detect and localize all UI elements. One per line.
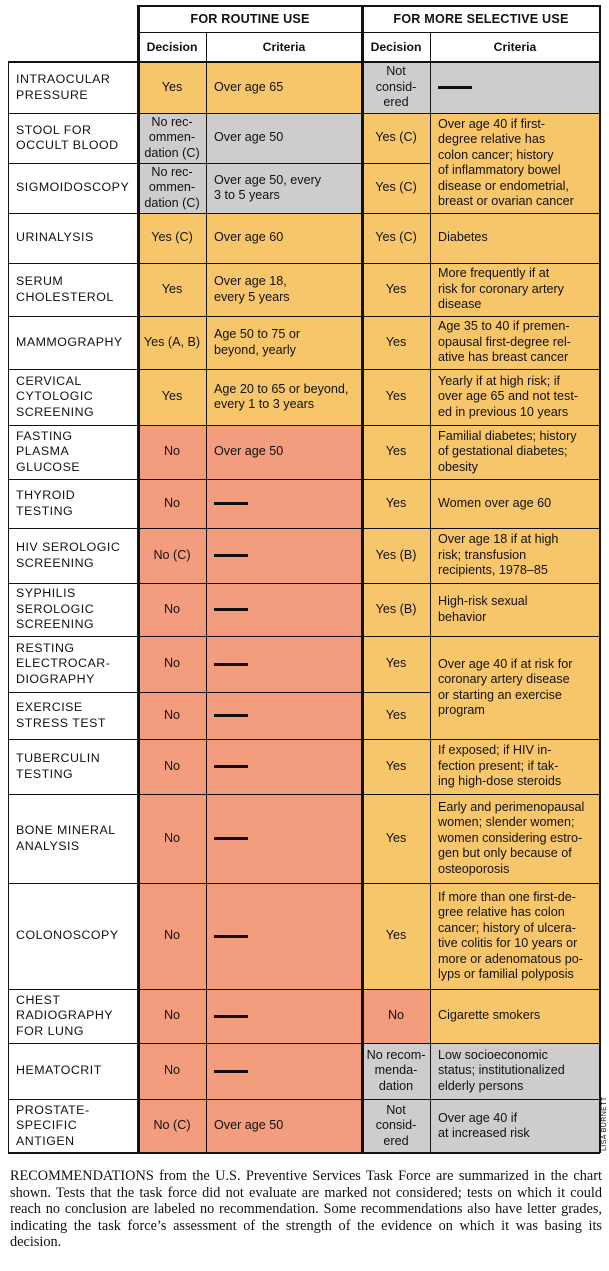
selective-criteria [430, 425, 600, 479]
routine-decision-text: Yes (A, B) [143, 334, 201, 349]
header-selective-use [362, 6, 600, 33]
routine-decision-text: No [163, 495, 181, 510]
test-name [8, 739, 138, 794]
routine-criteria [206, 1099, 362, 1153]
artist-credit: LISA BURNETT [601, 1096, 608, 1151]
not-applicable-dash [214, 502, 248, 505]
routine-decision-text: No rec- ommen- dation (C) [144, 114, 200, 160]
routine-criteria [206, 636, 362, 692]
routine-decision [138, 692, 206, 739]
test-name [8, 425, 138, 479]
test-name-text: HIV SEROLOGIC SCREENING [16, 540, 121, 570]
test-name-text: URINALYSIS [16, 230, 94, 245]
selective-criteria-text: Familial diabetes; history of gestational diabetes; obesity [438, 428, 577, 474]
row-separator [430, 636, 600, 637]
routine-decision [138, 479, 206, 528]
row-separator [430, 316, 600, 317]
selective-criteria-text: Diabetes [438, 230, 488, 245]
test-name [8, 316, 138, 369]
row-separator [8, 213, 430, 214]
selective-criteria [430, 528, 600, 583]
selective-decision [362, 113, 430, 163]
selective-criteria-text: Over age 40 if at risk for coronary artery disease or starting an exercise program [438, 656, 573, 717]
selective-criteria-text: Over age 18 if at high risk; transfusion recipients, 1978–85 [438, 532, 559, 578]
routine-decision [138, 583, 206, 636]
selective-criteria-text: Women over age 60 [438, 495, 552, 510]
test-name [8, 883, 138, 989]
row-separator [8, 528, 430, 529]
not-applicable-dash [214, 714, 248, 717]
selective-criteria-text: If exposed; if HIV in- fection present; if tak- ing high-dose steroids [438, 743, 562, 789]
not-applicable-dash [214, 554, 248, 557]
test-name-text: HEMATOCRIT [16, 1063, 102, 1078]
selective-decision-text: Yes [385, 928, 407, 943]
body-bottom-rule [8, 1152, 600, 1154]
selective-criteria [430, 62, 600, 113]
subheader-routine-decision [138, 33, 206, 62]
test-name-text: MAMMOGRAPHY [16, 334, 123, 349]
not-applicable-dash [214, 837, 248, 840]
routine-decision [138, 1043, 206, 1099]
selective-decision-text: No recom- menda- dation [366, 1047, 426, 1093]
row-separator [430, 583, 600, 584]
routine-criteria [206, 163, 362, 213]
routine-decision [138, 213, 206, 263]
header-routine-use-text: FOR ROUTINE USE [190, 11, 310, 26]
selective-decision-text: Yes [385, 656, 407, 671]
test-name [8, 62, 138, 113]
selective-decision [362, 425, 430, 479]
not-applicable-dash [214, 608, 248, 611]
routine-decision-text: No rec- ommen- dation (C) [144, 164, 200, 210]
row-separator [8, 316, 430, 317]
routine-decision [138, 989, 206, 1043]
routine-decision [138, 263, 206, 316]
routine-decision-text: Yes (C) [151, 230, 193, 245]
row-separator [8, 692, 430, 693]
test-name-text: STOOL FOR OCCULT BLOOD [16, 122, 119, 152]
routine-criteria-text: Over age 50 [214, 1118, 284, 1133]
test-name-text: PROSTATE- SPECIFIC ANTIGEN [16, 1102, 90, 1148]
selective-left-rule [361, 5, 364, 1153]
row-separator [430, 794, 600, 795]
routine-inner-rule [206, 33, 207, 1153]
test-name-text: BONE MINERAL ANALYSIS [16, 823, 116, 853]
routine-decision [138, 369, 206, 425]
selective-decision-text: Yes [385, 758, 407, 773]
routine-decision [138, 794, 206, 883]
selective-decision-text: Yes [385, 334, 407, 349]
test-name-text: RESTING ELECTROCAR- DIOGRAPHY [16, 640, 111, 686]
test-name [8, 479, 138, 528]
routine-decision-text: No [163, 707, 181, 722]
routine-decision [138, 316, 206, 369]
selective-criteria-text: Early and perimenopausal women; slender women; women considering estro- gen but only because of osteoporosis [438, 799, 585, 876]
subheader-selective-criteria-text: Criteria [493, 39, 537, 54]
row-separator [8, 1099, 430, 1100]
test-name-text: TUBERCULIN TESTING [16, 751, 101, 781]
test-name [8, 163, 138, 213]
routine-criteria-text: Over age 60 [214, 230, 284, 245]
not-applicable-dash [214, 663, 248, 666]
routine-criteria [206, 692, 362, 739]
routine-criteria [206, 316, 362, 369]
test-name-text: FASTING PLASMA GLUCOSE [16, 428, 81, 474]
selective-criteria-text: Age 35 to 40 if premen- opausal first-degree rel- ative has breast cancer [438, 319, 571, 365]
routine-criteria-text: Over age 65 [214, 79, 284, 94]
selective-decision-text: Yes [385, 281, 407, 296]
test-name [8, 1043, 138, 1099]
routine-decision-text: Yes [161, 389, 183, 404]
routine-decision [138, 163, 206, 213]
row-separator [430, 425, 600, 426]
selective-criteria [430, 794, 600, 883]
routine-decision [138, 1099, 206, 1153]
test-name-text: COLONOSCOPY [16, 928, 119, 943]
routine-decision [138, 883, 206, 989]
selective-criteria [430, 263, 600, 316]
selective-criteria [430, 369, 600, 425]
selective-decision [362, 479, 430, 528]
routine-decision-text: Yes [161, 79, 183, 94]
selective-decision [362, 316, 430, 369]
selective-criteria [430, 1043, 600, 1099]
selective-criteria-text: More frequently if at risk for coronary artery disease [438, 266, 564, 312]
selective-decision [362, 1099, 430, 1153]
selective-decision-text: Yes (C) [375, 230, 417, 245]
subheader-routine-criteria [206, 33, 362, 62]
routine-decision [138, 425, 206, 479]
routine-decision-text: No [163, 1008, 181, 1023]
routine-criteria [206, 794, 362, 883]
routine-criteria [206, 369, 362, 425]
subheader-routine-decision-text: Decision [146, 39, 198, 54]
subheader-selective-decision [362, 33, 430, 62]
routine-criteria-text: Age 20 to 65 or beyond, every 1 to 3 years [214, 381, 349, 411]
routine-decision-text: No (C) [153, 1118, 191, 1133]
test-name [8, 369, 138, 425]
row-separator [8, 636, 430, 637]
selective-decision-text: No [387, 1008, 405, 1023]
routine-left-rule [137, 5, 140, 1153]
selective-decision [362, 692, 430, 739]
routine-decision-text: Yes [161, 281, 183, 296]
test-name [8, 213, 138, 263]
not-applicable-dash [214, 1070, 248, 1073]
header-selective-use-text: FOR MORE SELECTIVE USE [393, 11, 569, 26]
row-separator [430, 1043, 600, 1044]
routine-decision-text: No [163, 601, 181, 616]
selective-criteria [430, 1099, 600, 1153]
routine-criteria [206, 263, 362, 316]
selective-criteria-text: Over age 40 if at increased risk [438, 1110, 530, 1140]
selective-decision-text: Yes [385, 444, 407, 459]
routine-criteria [206, 883, 362, 989]
selective-decision [362, 528, 430, 583]
selective-criteria-text: If more than one first-de- gree relative has colon cancer; history of ulcera- tive colitis for 10 years or more or adenomatous po- lyps or familial polyposis [438, 889, 583, 981]
test-name [8, 794, 138, 883]
selective-criteria [430, 479, 600, 528]
routine-decision-text: No [163, 656, 181, 671]
test-name-text: SYPHILIS SEROLOGIC SCREENING [16, 586, 95, 632]
routine-criteria [206, 479, 362, 528]
test-name-text: SERUM CHOLESTEROL [16, 274, 114, 304]
row-separator [430, 213, 600, 214]
subheader-routine-criteria-text: Criteria [262, 39, 306, 54]
routine-decision-text: No [163, 444, 181, 459]
selective-decision [362, 989, 430, 1043]
routine-criteria [206, 1043, 362, 1099]
routine-criteria [206, 583, 362, 636]
routine-criteria [206, 62, 362, 113]
routine-decision-text: No [163, 830, 181, 845]
test-name [8, 113, 138, 163]
selective-decision-text: Yes [385, 830, 407, 845]
routine-criteria [206, 213, 362, 263]
selective-criteria [430, 883, 600, 989]
row-separator [430, 528, 600, 529]
right-rule [599, 5, 601, 1153]
routine-decision-text: No [163, 758, 181, 773]
test-name [8, 528, 138, 583]
routine-criteria-text: Over age 50, every 3 to 5 years [214, 172, 322, 202]
row-separator [8, 583, 430, 584]
row-separator [8, 369, 430, 370]
routine-decision [138, 636, 206, 692]
selective-decision [362, 739, 430, 794]
routine-decision [138, 62, 206, 113]
table-top-rule [138, 5, 600, 7]
test-name-text: CERVICAL CYTOLOGIC SCREENING [16, 373, 95, 419]
selective-criteria-text: Over age 40 if first- degree relative has colon cancer; history of inflammatory bowel disease or endometrial, breast or ovarian cancer [438, 116, 574, 208]
routine-decision [138, 113, 206, 163]
routine-criteria-text: Age 50 to 75 or beyond, yearly [214, 327, 301, 357]
selective-decision [362, 1043, 430, 1099]
subheader-selective-criteria [430, 33, 600, 62]
row-separator [8, 794, 430, 795]
selective-criteria [430, 583, 600, 636]
selective-decision [362, 263, 430, 316]
selective-inner-rule [430, 33, 431, 1153]
selective-decision-text: Yes [385, 389, 407, 404]
selective-criteria-text: Cigarette smokers [438, 1008, 541, 1023]
routine-criteria [206, 739, 362, 794]
test-name-text: EXERCISE STRESS TEST [16, 700, 106, 730]
row-separator [8, 989, 430, 990]
not-applicable-dash [214, 1015, 248, 1018]
row-separator [430, 883, 600, 884]
routine-decision [138, 528, 206, 583]
selective-criteria-text: Low socioeconomic status; institutionalized elderly persons [438, 1047, 565, 1093]
routine-criteria [206, 989, 362, 1043]
selective-decision-text: Yes (B) [375, 601, 417, 616]
selective-decision [362, 794, 430, 883]
test-name [8, 583, 138, 636]
selective-decision-text: Yes (B) [375, 547, 417, 562]
routine-decision [138, 739, 206, 794]
test-name [8, 263, 138, 316]
selective-criteria [430, 989, 600, 1043]
row-separator [8, 739, 430, 740]
routine-decision-text: No (C) [153, 547, 191, 562]
selective-criteria [430, 113, 600, 213]
header-divider-rule [138, 32, 600, 33]
test-name [8, 1099, 138, 1153]
routine-criteria [206, 425, 362, 479]
test-name-text: SIGMOIDOSCOPY [16, 180, 130, 195]
row-separator [430, 263, 600, 264]
row-separator [430, 369, 600, 370]
not-applicable-dash [214, 935, 248, 938]
selective-decision [362, 213, 430, 263]
routine-criteria-text: Over age 50 [214, 130, 284, 145]
selective-criteria [430, 636, 600, 739]
routine-decision-text: No [163, 928, 181, 943]
not-applicable-dash [214, 765, 248, 768]
routine-criteria [206, 113, 362, 163]
selective-criteria [430, 739, 600, 794]
body-top-rule [8, 61, 600, 63]
selective-decision-text: Yes (C) [375, 180, 417, 195]
selective-decision [362, 583, 430, 636]
selective-decision-text: Not consid- ered [375, 64, 417, 110]
selective-decision [362, 883, 430, 989]
test-name-text: THYROID TESTING [16, 488, 76, 518]
selective-decision-text: Yes [385, 707, 407, 722]
test-name [8, 636, 138, 692]
test-name [8, 692, 138, 739]
routine-criteria-text: Over age 18, every 5 years [214, 274, 290, 304]
selective-decision [362, 163, 430, 213]
row-separator [430, 1099, 600, 1100]
not-applicable-dash [438, 86, 472, 89]
subheader-selective-decision-text: Decision [370, 39, 422, 54]
row-separator [8, 479, 430, 480]
row-separator [430, 479, 600, 480]
selective-decision [362, 62, 430, 113]
routine-criteria [206, 528, 362, 583]
row-separator [8, 263, 430, 264]
selective-decision-text: Not consid- ered [375, 1102, 417, 1148]
test-name-text: CHEST RADIOGRAPHY FOR LUNG [16, 992, 114, 1038]
selective-criteria [430, 316, 600, 369]
selective-criteria-text: Yearly if at high risk; if over age 65 and not test- ed in previous 10 years [438, 373, 579, 419]
row-separator [430, 113, 600, 114]
row-separator [8, 425, 430, 426]
routine-criteria-text: Over age 50 [214, 444, 284, 459]
selective-criteria [430, 213, 600, 263]
header-routine-use [138, 6, 362, 33]
row-separator [430, 739, 600, 740]
selective-decision-text: Yes [385, 495, 407, 510]
selective-decision-text: Yes (C) [375, 130, 417, 145]
row-separator [8, 1043, 430, 1044]
selective-decision [362, 636, 430, 692]
caption: RECOMMENDATIONS from the U.S. Preventive Services Task Force are summarized in the chart shown. Tests that the task force did not evaluate are marked not considered; tests on which it could reach no conclusion are labeled no recommendation. Some recommendations also have letter grades, indicating the task force’s assessment of the strength of the evidence on which it was basing its decision. [10, 1168, 602, 1251]
row-separator [8, 163, 430, 164]
selective-criteria-text: High-risk sexual behavior [438, 594, 528, 624]
row-separator [8, 883, 430, 884]
row-separator [430, 989, 600, 990]
row-separator [8, 113, 430, 114]
routine-decision-text: No [163, 1063, 181, 1078]
selective-decision [362, 369, 430, 425]
test-name-text: INTRAOCULAR PRESSURE [16, 72, 111, 102]
test-name [8, 989, 138, 1043]
